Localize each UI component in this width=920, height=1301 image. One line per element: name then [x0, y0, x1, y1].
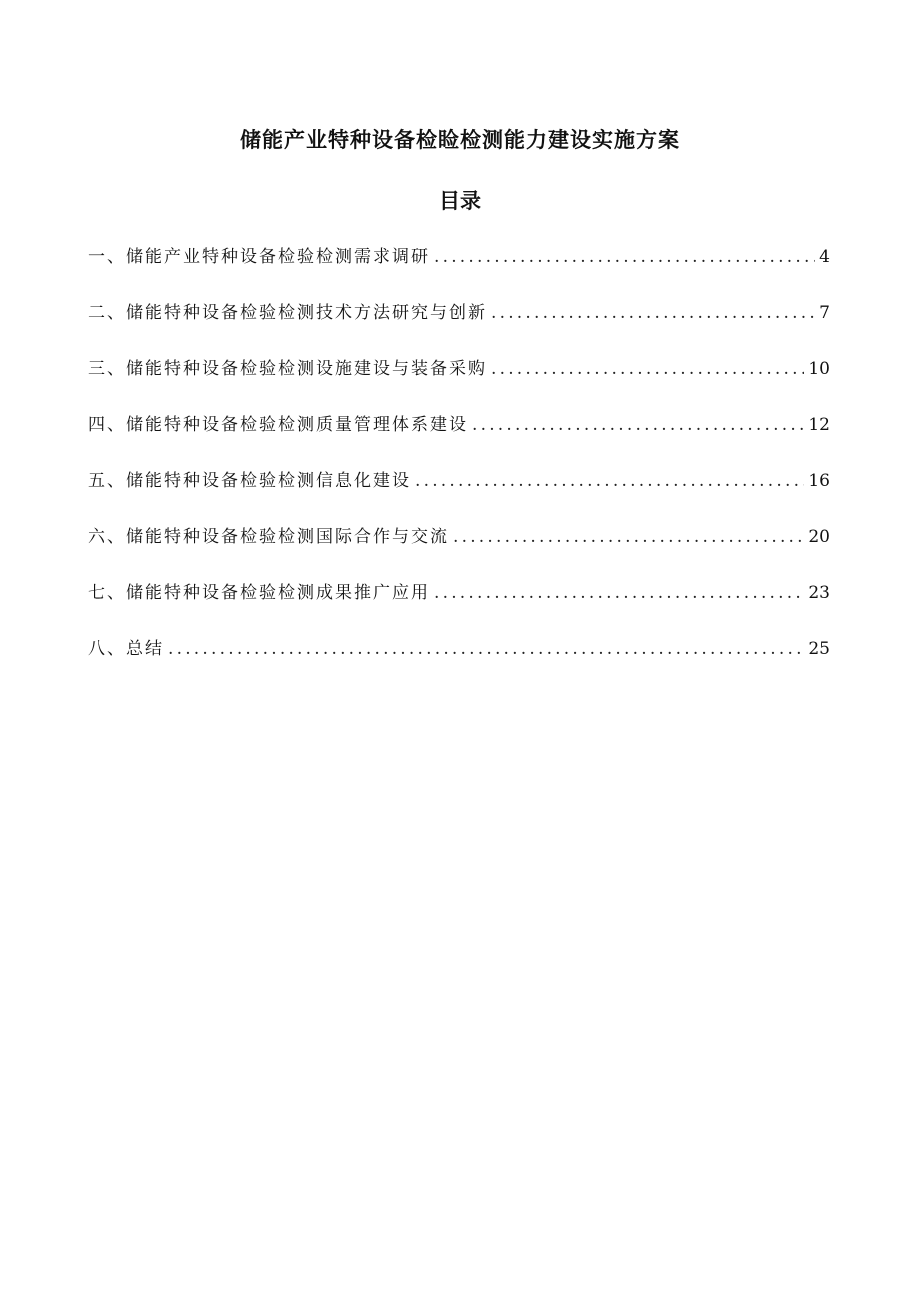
toc-entry-page: 7	[819, 303, 830, 323]
toc-entry-page: 25	[808, 639, 830, 659]
toc-entry-page: 4	[819, 247, 830, 267]
toc-leader-dots	[168, 635, 804, 663]
toc-entry-8[interactable]	[88, 635, 830, 691]
toc-entry-page: 23	[808, 583, 830, 603]
toc-leader-dots	[453, 523, 804, 551]
toc-entry-label: 八、总结	[88, 639, 164, 659]
toc-leader-dots	[415, 467, 804, 495]
toc-entry-7[interactable]	[88, 579, 830, 635]
toc-entry-label: 三、储能特种设备检验检测设施建设与装备采购	[88, 359, 487, 379]
toc-entry-5[interactable]	[88, 467, 830, 523]
toc-entry-page: 16	[808, 471, 830, 491]
toc-entry-3[interactable]	[88, 355, 830, 411]
toc-entry-6[interactable]	[88, 523, 830, 579]
toc-leader-dots	[434, 243, 815, 271]
toc-entry-label: 五、储能特种设备检验检测信息化建设	[88, 471, 411, 491]
toc-entry-page: 12	[808, 415, 830, 435]
toc-leader-dots	[491, 355, 804, 383]
toc-leader-dots	[491, 299, 815, 327]
table-of-contents	[88, 243, 830, 691]
toc-entry-1[interactable]	[88, 243, 830, 299]
toc-heading: 目录	[439, 189, 481, 213]
document-title: 储能产业特种设备检睑检测能力建设实施方案	[240, 128, 680, 152]
toc-entry-label: 六、储能特种设备检验检测国际合作与交流	[88, 527, 449, 547]
toc-entry-label: 一、储能产业特种设备检验检测需求调研	[88, 247, 430, 267]
toc-entry-2[interactable]	[88, 299, 830, 355]
toc-entry-page: 20	[808, 527, 830, 547]
toc-entry-label: 二、储能特种设备检验检测技术方法研究与创新	[88, 303, 487, 323]
toc-entry-label: 七、储能特种设备检验检测成果推广应用	[88, 583, 430, 603]
toc-leader-dots	[434, 579, 804, 607]
toc-entry-label: 四、储能特种设备检验检测质量管理体系建设	[88, 415, 468, 435]
toc-entry-page: 10	[808, 359, 830, 379]
toc-leader-dots	[472, 411, 804, 439]
toc-entry-4[interactable]	[88, 411, 830, 467]
